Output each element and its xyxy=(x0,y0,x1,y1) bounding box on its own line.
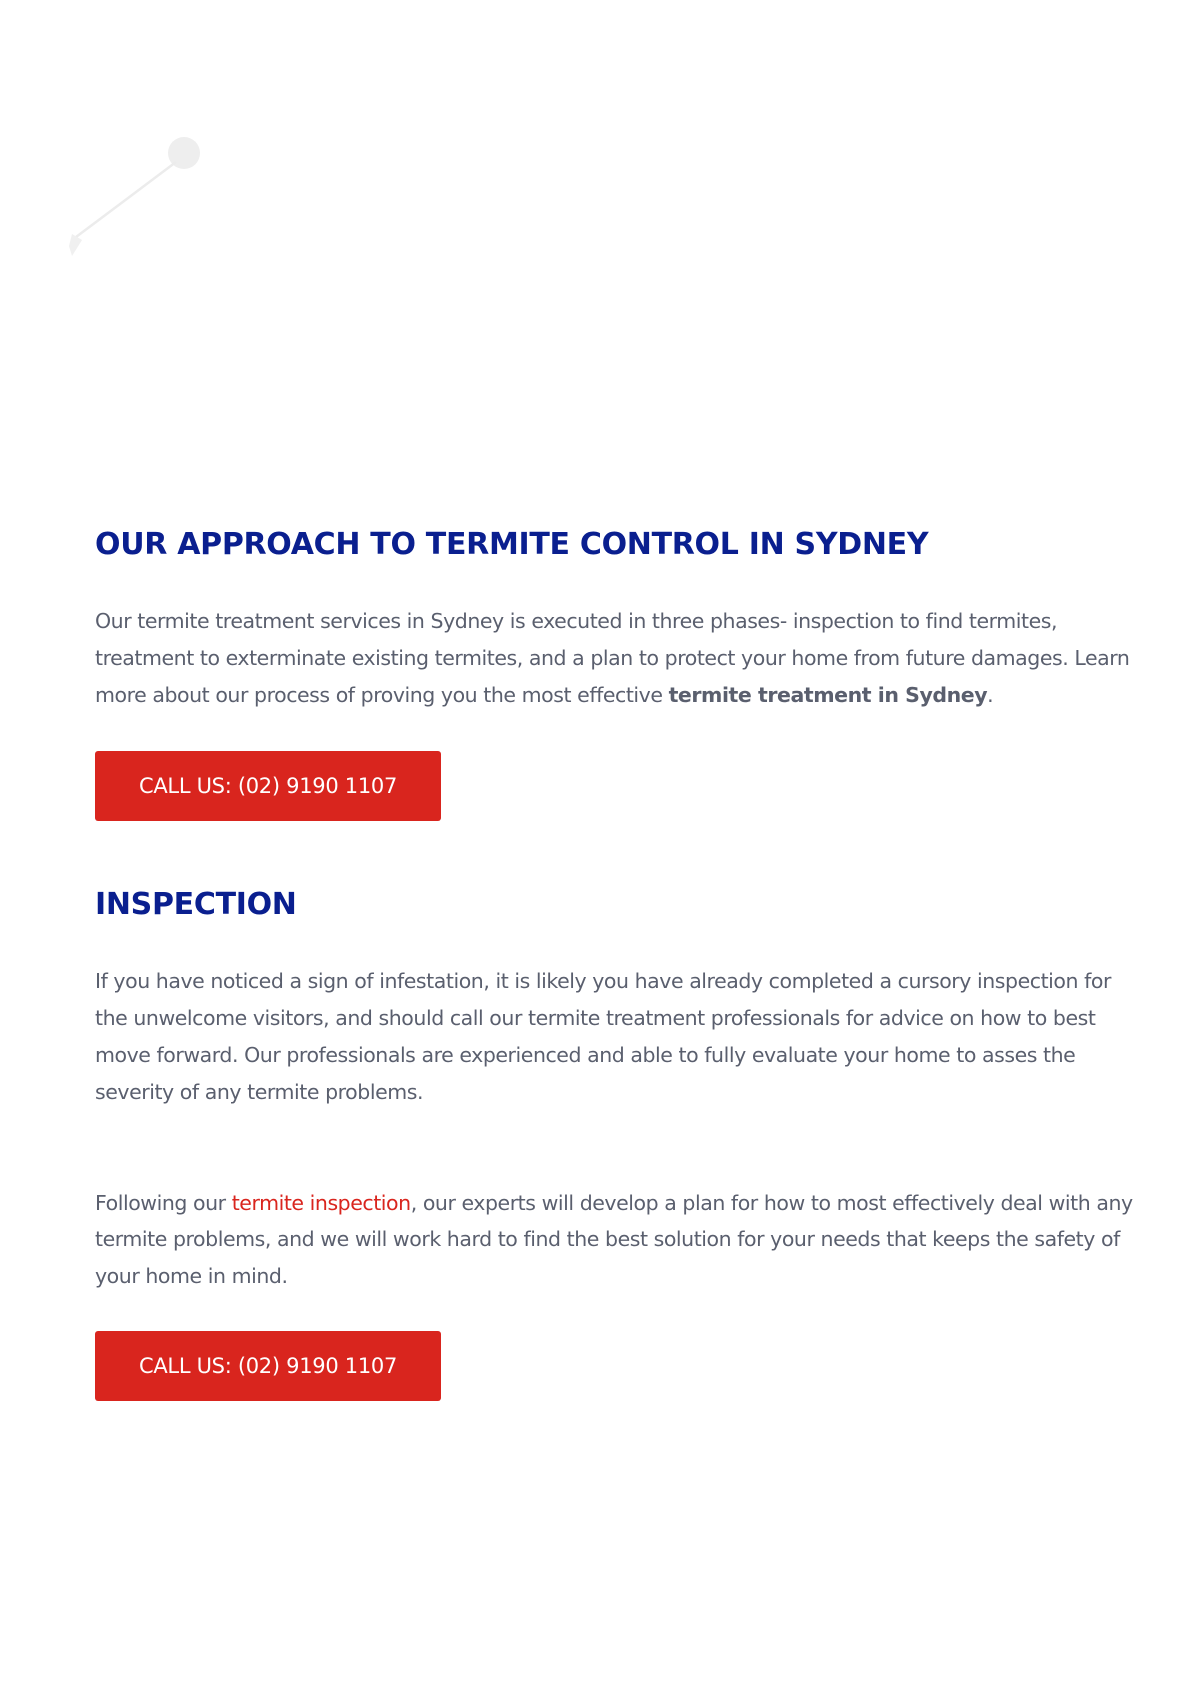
inspection-section xyxy=(95,885,1135,1401)
followup-text: Following our xyxy=(95,1190,232,1215)
approach-text: Our termite treatment services in Sydney is executed in three phases- inspection to find termites, treatment to exterminate existing termites, and a plan to protect your home from future damages. Learn more about our process of proving you the most effective xyxy=(95,609,1130,707)
inspection-heading: INSPECTION xyxy=(95,887,297,923)
approach-keyword: termite treatment in Sydney xyxy=(668,682,988,707)
followup-text-end: , our experts will develop a plan for how to most effectively deal with any termite problems, and we will work hard to find the best solution for your needs that keeps the safety of your home in mind. xyxy=(95,1190,1133,1289)
approach-text-end: . xyxy=(987,682,994,707)
approach-heading: OUR APPROACH TO TERMITE CONTROL IN SYDNEY xyxy=(95,527,929,562)
approach-section xyxy=(95,525,1135,821)
decorative-pin-shape xyxy=(60,130,210,270)
call-us-button-secondary[interactable]: CALL US: (02) 9190 1107 xyxy=(95,1331,441,1401)
main-content xyxy=(95,525,1135,1401)
inspection-paragraph: If you have noticed a sign of infestation, it is likely you have already completed a cursory inspection for the unwelcome visitors, and should call our termite treatment professionals for advice on how to best move forward. Our professionals are experienced and able to fully evaluate your home to asses the severity of any termite problems. xyxy=(95,969,1111,1104)
approach-paragraph xyxy=(95,603,1135,713)
inspection-followup-paragraph xyxy=(95,1185,1135,1295)
termite-inspection-link[interactable]: termite inspection xyxy=(231,1190,411,1215)
call-us-button[interactable]: CALL US: (02) 9190 1107 xyxy=(95,751,441,821)
